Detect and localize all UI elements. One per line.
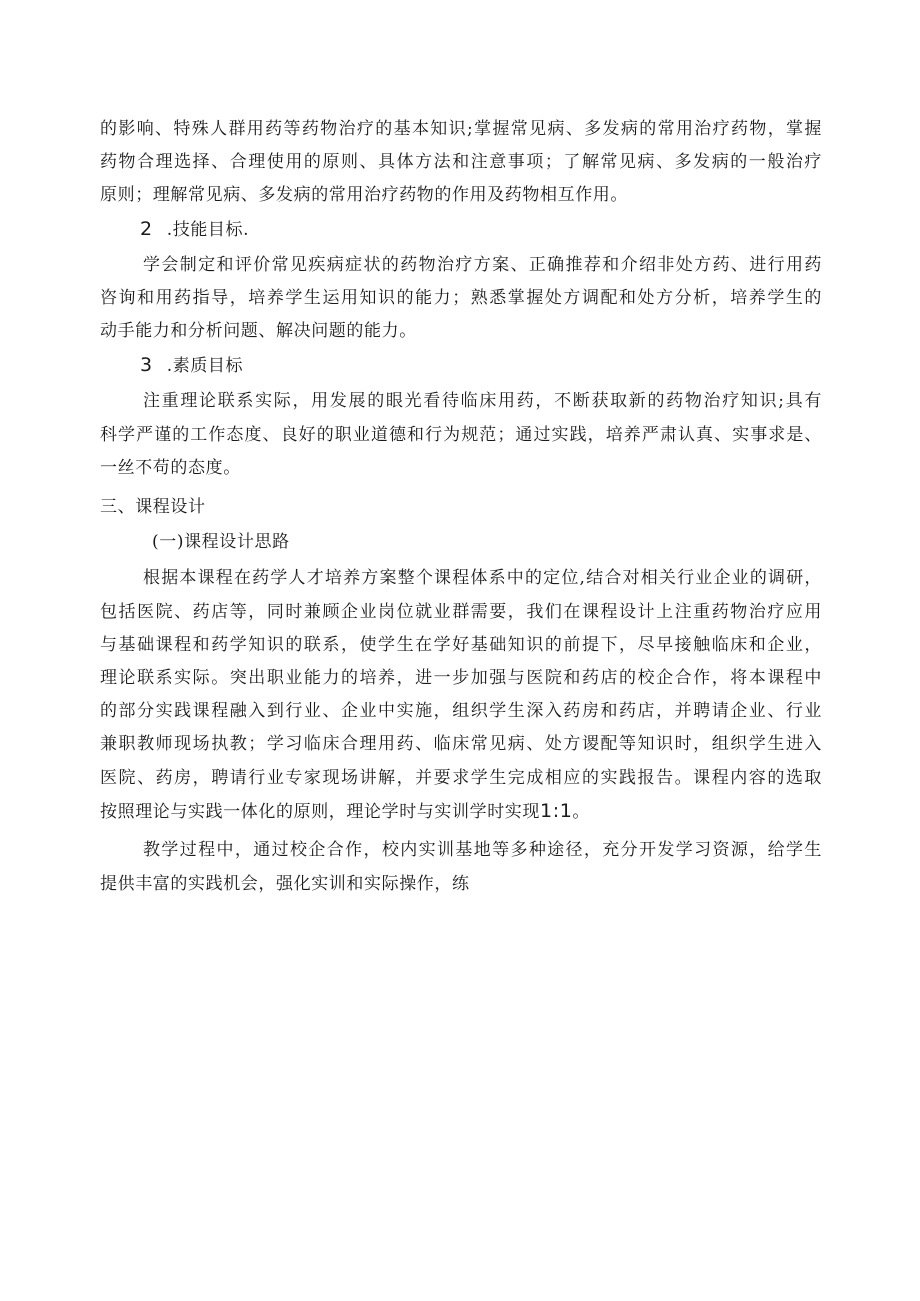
design-text-line-8-main: 按照理论与实践一体化的原则，理论学时与实训学时实现 [100,802,540,822]
skill-text-line-2: 咨询和用药指导，培养学生运用知识的能力；熟悉掌握处方调配和处方分析，培养学生的 [100,288,822,308]
quality-text-line-2: 科学严谨的工作态度、良好的职业道德和行为规范；通过实践，培养严肃认真、实事求是、 [100,425,822,445]
quality-heading-number: 3 [140,354,153,376]
quality-text-line-3: 一丝不苟的态度。 [100,458,241,478]
design-text-line-8 [100,799,590,824]
skill-text-line-3: 动手能力和分析问题、解决问题的能力。 [100,321,417,341]
knowledge-text-line-2: 药物合理选择、合理使用的原则、具体方法和注意事项；了解常见病、多发病的一般治疗 [100,152,822,172]
knowledge-text-line-3: 原则；理解常见病、多发病的常用治疗药物的作用及药物相互作用。 [100,185,628,205]
knowledge-text-line-1: 的影响、特殊人群用药等药物治疗的基本知识;掌握常见病、多发病的常用治疗药物，掌握 [100,119,822,139]
quality-heading-text: .素质目标 [166,356,244,376]
quality-heading [140,353,243,378]
ratio-value: 1:1 [540,800,573,822]
section-three-title: 三、课程设计 [100,497,206,517]
skill-heading-number: 2 [140,218,153,240]
design-text-line-8-end: 。 [572,802,590,822]
subsection-one-title: (一)课程设计思路 [152,532,290,552]
design-text-line-6: 兼职教师现场执教；学习临床合理用药、临床常见病、处方谡配等知识时，组织学生进入 [100,734,822,754]
skill-heading [140,217,249,242]
teaching-text-line-2: 提供丰富的实践机会，强化实训和实际操作，练 [100,874,470,894]
design-text-line-2: 包括医院、药店等，同时兼顾企业岗位就业群需要，我们在课程设计上注重药物治疗应用 [100,602,822,622]
design-text-line-7: 医院、药房，聘请行业专家现场讲解，并要求学生完成相应的实践报告。课程内容的选取 [100,768,822,788]
design-text-line-5: 的部分实践课程融入到行业、企业中实施，组织学生深入药房和药店，并聘请企业、行业 [100,701,822,721]
teaching-text-line-1: 教学过程中，通过校企合作，校内实训基地等多种途径，充分开发学习资源，给学生 [143,840,822,860]
skill-text-line-1: 学会制定和评价常见疾病症状的药物治疗方案、正确推荐和介绍非处方药、进行用药 [143,255,822,275]
design-text-line-3: 与基础课程和药学知识的联系，使学生在学好基础知识的前提下，尽早接触临床和企业， [100,635,822,655]
design-text-line-4: 理论联系实际。突出职业能力的培养，进一步加强与医院和药店的校企合作，将本课程中 [100,668,822,688]
quality-text-line-1: 注重理论联系实际，用发展的眼光看待临床用药，不断获取新的药物治疗知识;具有 [143,391,822,411]
design-text-line-1: 根据本课程在药学人才培养方案整个课程体系中的定位,结合对相关行业企业的调研， [143,568,822,588]
skill-heading-text: .技能目标. [166,220,250,240]
